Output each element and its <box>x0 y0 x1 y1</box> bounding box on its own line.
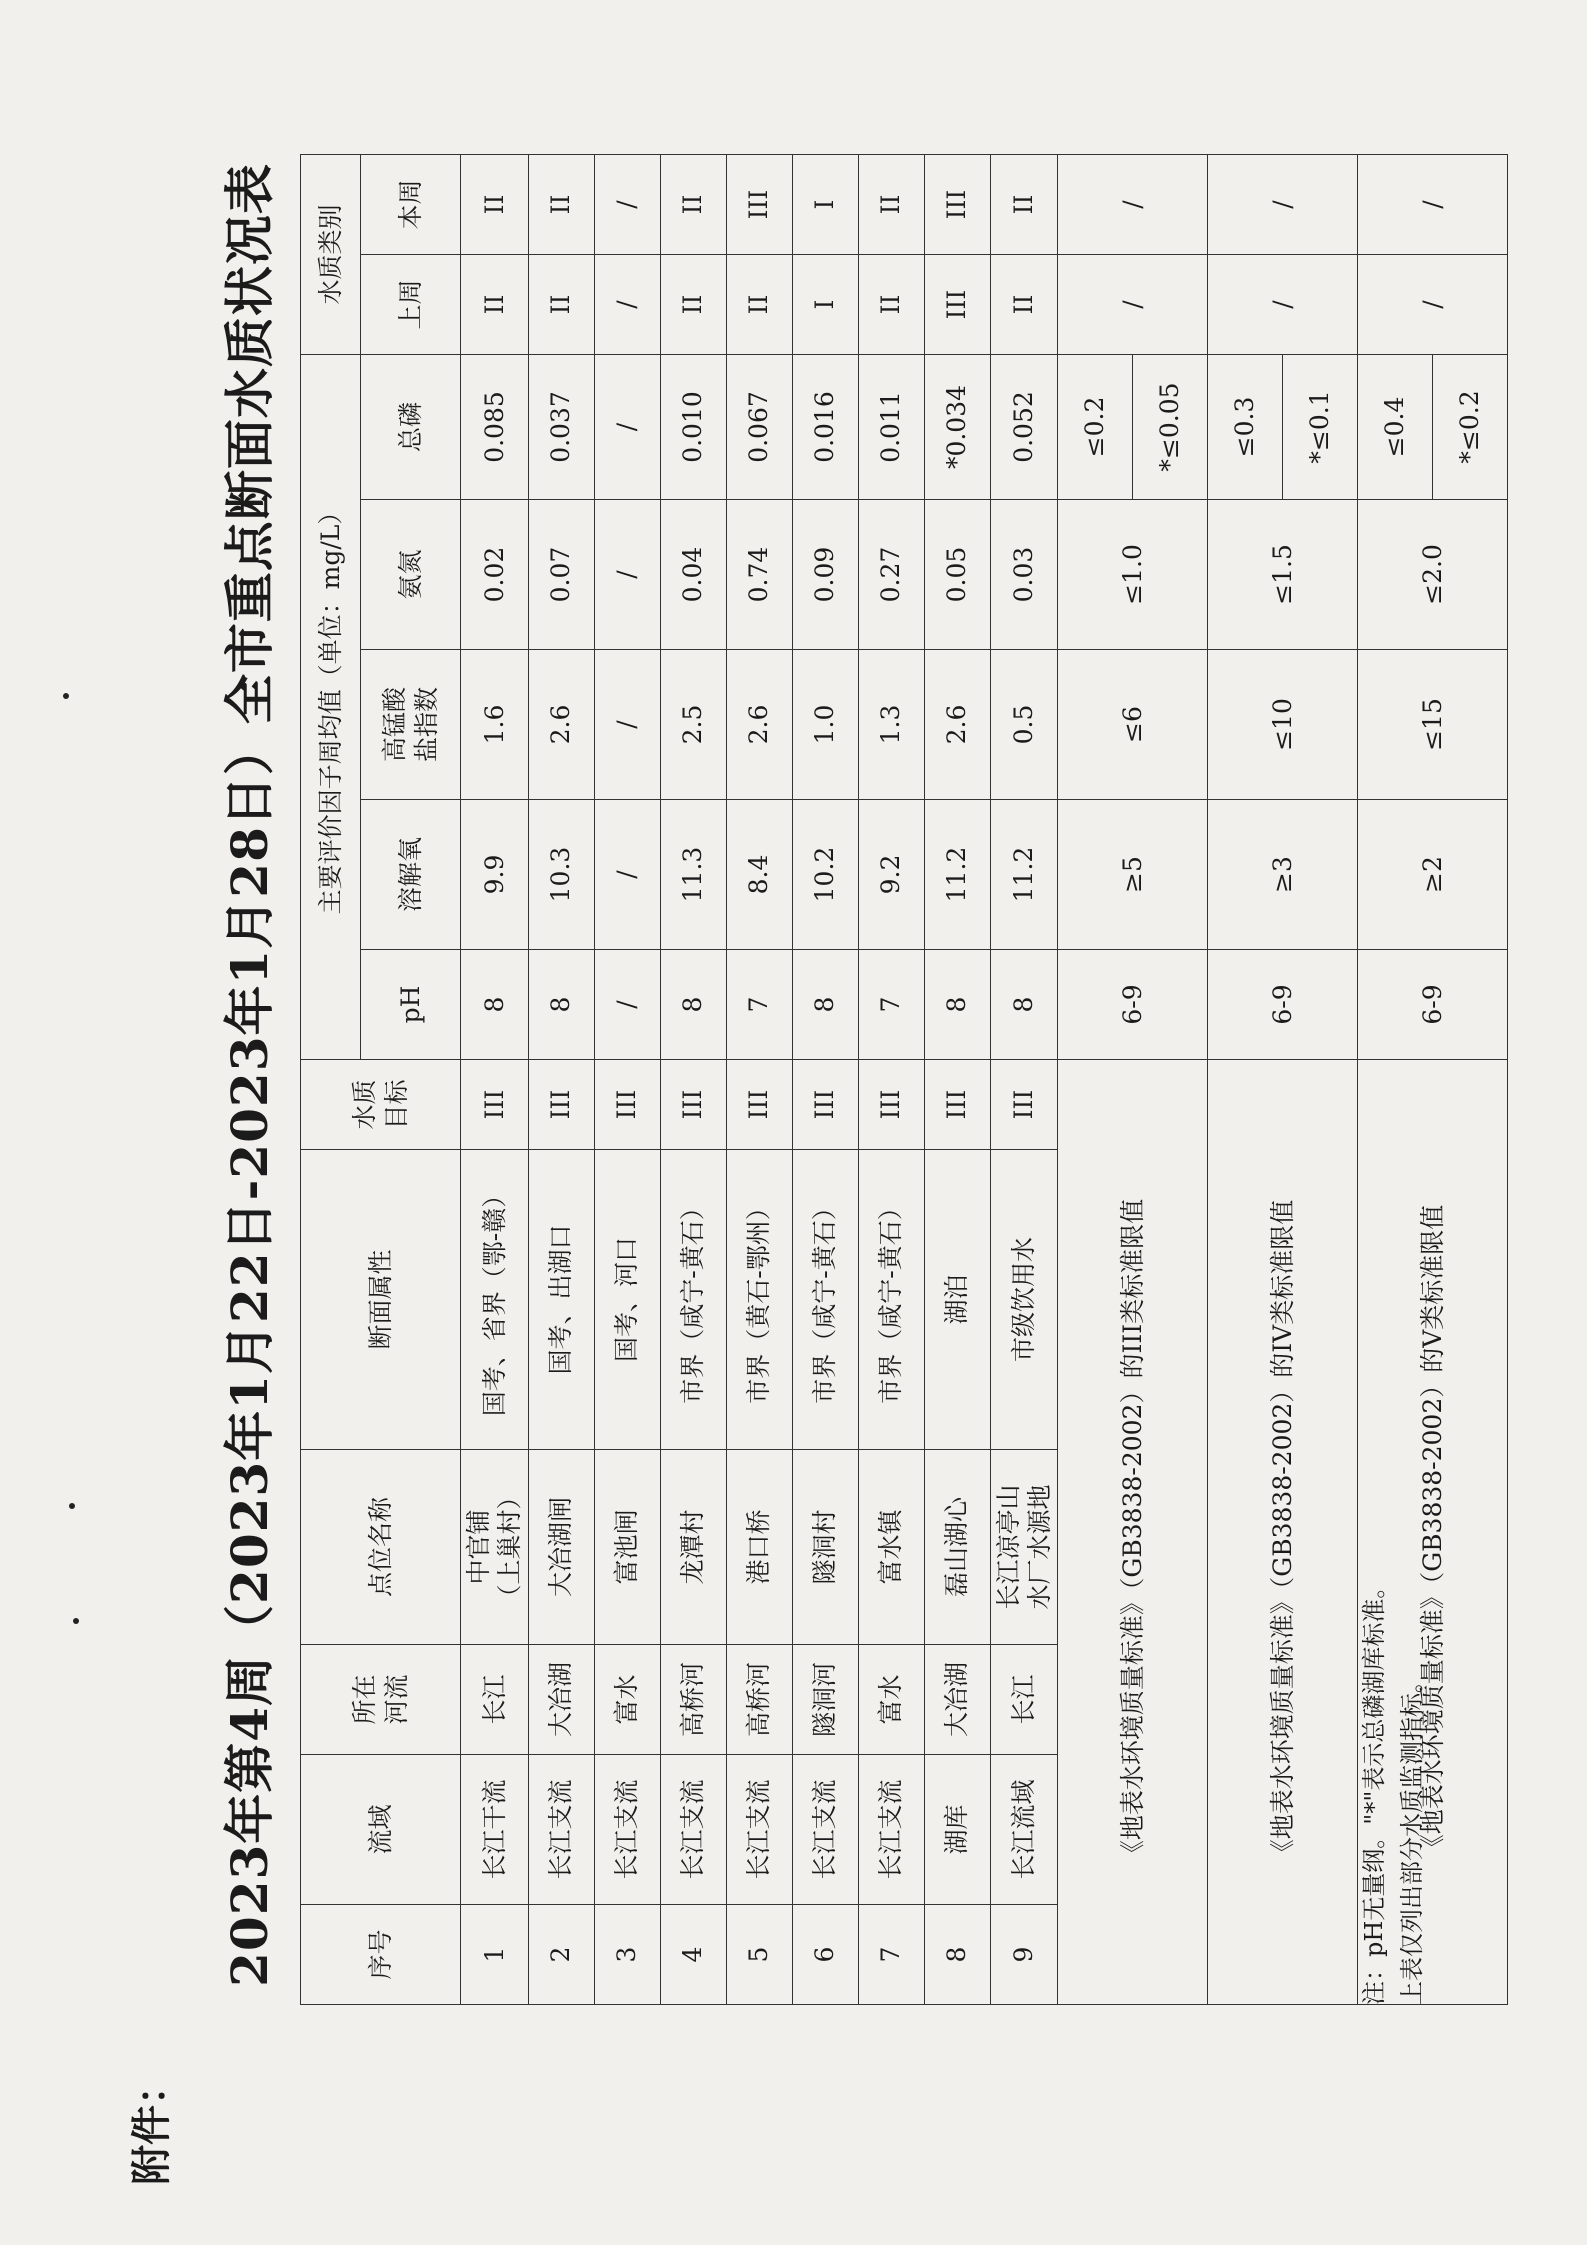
cell-river: 长江 <box>461 1645 529 1755</box>
cell-basin: 长江支流 <box>528 1755 594 1905</box>
table-body <box>461 155 1508 2005</box>
table-header <box>301 155 461 2005</box>
cell-river: 大冶湖 <box>528 1645 594 1755</box>
cell-target: III <box>594 1060 660 1150</box>
cell-basin: 长江支流 <box>792 1755 858 1905</box>
cell-attribute: 市界（咸宁-黄石） <box>858 1150 924 1450</box>
cell-this: III <box>924 155 990 255</box>
table-row <box>726 155 792 2005</box>
cell-last: III <box>924 255 990 355</box>
cell-seq: 5 <box>726 1905 792 2005</box>
cell-do: 10.3 <box>528 800 594 950</box>
cell-nh3n: / <box>594 500 660 650</box>
standard-nh3n: ≤2.0 <box>1358 500 1508 650</box>
cell-this: II <box>990 155 1058 255</box>
cell-ph: 8 <box>528 950 594 1060</box>
cell-tp: 0.011 <box>858 355 924 500</box>
standard-codmn: ≤15 <box>1358 650 1508 800</box>
cell-this: II <box>528 155 594 255</box>
table-row <box>858 155 924 2005</box>
cell-do: / <box>594 800 660 950</box>
cell-attribute: 国考、河口 <box>594 1150 660 1450</box>
table-row <box>594 155 660 2005</box>
standard-tp_lake: *≤0.05 <box>1133 355 1208 500</box>
cell-attribute: 国考、出湖口 <box>528 1150 594 1450</box>
cell-river: 隧洞河 <box>792 1645 858 1755</box>
header-nh3n: 氨氮 <box>361 500 461 650</box>
cell-ph: 7 <box>858 950 924 1060</box>
header-site: 点位名称 <box>301 1450 461 1645</box>
cell-attribute: 市界（咸宁-黄石） <box>660 1150 726 1450</box>
cell-ph: / <box>594 950 660 1060</box>
header-seq: 序号 <box>301 1905 461 2005</box>
cell-codmn: 2.5 <box>660 650 726 800</box>
standard-nh3n: ≤1.0 <box>1058 500 1208 650</box>
cell-seq: 3 <box>594 1905 660 2005</box>
cell-nh3n: 0.04 <box>660 500 726 650</box>
cell-tp: / <box>594 355 660 500</box>
cell-site: 磊山湖心 <box>924 1450 990 1645</box>
cell-target: III <box>660 1060 726 1150</box>
cell-attribute: 市界（黄石-鄂州） <box>726 1150 792 1450</box>
standard-row <box>1058 155 1133 2005</box>
cell-target: III <box>924 1060 990 1150</box>
standard-tp_lake: *≤0.2 <box>1433 355 1508 500</box>
standard-tp_lake: *≤0.1 <box>1283 355 1358 500</box>
cell-do: 10.2 <box>792 800 858 950</box>
cell-target: III <box>858 1060 924 1150</box>
cell-nh3n: 0.74 <box>726 500 792 650</box>
table-row <box>990 155 1058 2005</box>
cell-codmn: 1.6 <box>461 650 529 800</box>
cell-basin: 长江流域 <box>990 1755 1058 1905</box>
table-row <box>528 155 594 2005</box>
cell-ph: 8 <box>792 950 858 1060</box>
cell-target: III <box>528 1060 594 1150</box>
standard-ph: 6-9 <box>1058 950 1208 1060</box>
standard-this: / <box>1058 155 1208 255</box>
cell-this: / <box>594 155 660 255</box>
table-notes <box>1355 1575 1431 2005</box>
cell-tp: 0.010 <box>660 355 726 500</box>
cell-ph: 8 <box>461 950 529 1060</box>
cell-this: II <box>461 155 529 255</box>
cell-nh3n: 0.09 <box>792 500 858 650</box>
cell-codmn: 0.5 <box>990 650 1058 800</box>
cell-basin: 长江支流 <box>660 1755 726 1905</box>
header-factors-group: 主要评价因子周均值（单位：mg/L） <box>301 355 361 1060</box>
cell-tp: 0.016 <box>792 355 858 500</box>
cell-tp: 0.037 <box>528 355 594 500</box>
note-line: 上表仅列出部分水质监测指标。 <box>1398 1669 1426 2005</box>
cell-do: 9.9 <box>461 800 529 950</box>
cell-seq: 8 <box>924 1905 990 2005</box>
header-codmn: 高锰酸 盐指数 <box>361 650 461 800</box>
cell-codmn: 1.0 <box>792 650 858 800</box>
table-row <box>792 155 858 2005</box>
cell-site: 中官铺 （上巢村） <box>461 1450 529 1645</box>
table-row <box>461 155 529 2005</box>
cell-target: III <box>990 1060 1058 1150</box>
cell-seq: 9 <box>990 1905 1058 2005</box>
cell-nh3n: 0.07 <box>528 500 594 650</box>
cell-do: 9.2 <box>858 800 924 950</box>
cell-site: 港口桥 <box>726 1450 792 1645</box>
cell-codmn: 1.3 <box>858 650 924 800</box>
standard-label: 《地表水环境质量标准》（GB3838-2002）的V类标准限值 <box>1358 1060 1508 2005</box>
standard-tp: ≤0.4 <box>1358 355 1433 500</box>
cell-river: 长江 <box>990 1645 1058 1755</box>
cell-basin: 长江支流 <box>726 1755 792 1905</box>
cell-site: 大冶湖闸 <box>528 1450 594 1645</box>
cell-nh3n: 0.05 <box>924 500 990 650</box>
cell-basin: 湖库 <box>924 1755 990 1905</box>
cell-last: / <box>594 255 660 355</box>
cell-seq: 4 <box>660 1905 726 2005</box>
standard-ph: 6-9 <box>1208 950 1358 1060</box>
cell-target: III <box>461 1060 529 1150</box>
standard-ph: 6-9 <box>1358 950 1508 1060</box>
standard-last: / <box>1358 255 1508 355</box>
cell-site: 隧洞村 <box>792 1450 858 1645</box>
cell-last: II <box>660 255 726 355</box>
standard-do: ≥2 <box>1358 800 1508 950</box>
cell-this: I <box>792 155 858 255</box>
header-basin: 流域 <box>301 1755 461 1905</box>
cell-last: II <box>990 255 1058 355</box>
cell-last: II <box>528 255 594 355</box>
cell-attribute: 市级饮用水 <box>990 1150 1058 1450</box>
cell-site: 长江凉亭山 水厂水源地 <box>990 1450 1058 1645</box>
note-line: 注：pH无量纲。"*"表示总磷湖库标准。 <box>1360 1574 1388 2005</box>
table-row <box>924 155 990 2005</box>
cell-last: II <box>726 255 792 355</box>
cell-ph: 8 <box>924 950 990 1060</box>
cell-codmn: 2.6 <box>924 650 990 800</box>
header-ph: pH <box>361 950 461 1060</box>
page-title: 2023年第4周（2023年1月22日-2023年1月28日）全市重点断面水质状况表 <box>220 163 279 1987</box>
standard-nh3n: ≤1.5 <box>1208 500 1358 650</box>
cell-seq: 6 <box>792 1905 858 2005</box>
cell-this: II <box>858 155 924 255</box>
cell-basin: 长江支流 <box>858 1755 924 1905</box>
standard-do: ≥5 <box>1058 800 1208 950</box>
header-this-week: 本周 <box>361 155 461 255</box>
cell-basin: 长江支流 <box>594 1755 660 1905</box>
cell-nh3n: 0.02 <box>461 500 529 650</box>
cell-ph: 8 <box>660 950 726 1060</box>
cell-tp: 0.052 <box>990 355 1058 500</box>
header-attribute: 断面属性 <box>301 1150 461 1450</box>
cell-codmn: 2.6 <box>726 650 792 800</box>
cell-this: II <box>660 155 726 255</box>
standard-tp: ≤0.3 <box>1208 355 1283 500</box>
standard-label: 《地表水环境质量标准》（GB3838-2002）的IV类标准限值 <box>1208 1060 1358 2005</box>
cell-target: III <box>792 1060 858 1150</box>
header-tp: 总磷 <box>361 355 461 500</box>
standard-do: ≥3 <box>1208 800 1358 950</box>
cell-basin: 长江干流 <box>461 1755 529 1905</box>
cell-site: 富池闸 <box>594 1450 660 1645</box>
cell-site: 富水镇 <box>858 1450 924 1645</box>
standard-codmn: ≤10 <box>1208 650 1358 800</box>
header-category-group: 水质类别 <box>301 155 361 355</box>
cell-tp: 0.085 <box>461 355 529 500</box>
standard-last: / <box>1208 255 1358 355</box>
cell-tp: 0.067 <box>726 355 792 500</box>
cell-attribute: 国考、省界（鄂-赣） <box>461 1150 529 1450</box>
cell-codmn: / <box>594 650 660 800</box>
header-do: 溶解氧 <box>361 800 461 950</box>
cell-codmn: 2.6 <box>528 650 594 800</box>
cell-ph: 7 <box>726 950 792 1060</box>
standard-this: / <box>1358 155 1508 255</box>
header-target: 水质 目标 <box>301 1060 461 1150</box>
cell-ph: 8 <box>990 950 1058 1060</box>
cell-site: 龙潭村 <box>660 1450 726 1645</box>
cell-nh3n: 0.27 <box>858 500 924 650</box>
cell-seq: 1 <box>461 1905 529 2005</box>
cell-attribute: 市界（咸宁-黄石） <box>792 1150 858 1450</box>
cell-river: 高桥河 <box>726 1645 792 1755</box>
standard-last: / <box>1058 255 1208 355</box>
table-row <box>660 155 726 2005</box>
cell-do: 11.3 <box>660 800 726 950</box>
cell-river: 富水 <box>594 1645 660 1755</box>
cell-seq: 2 <box>528 1905 594 2005</box>
cell-attribute: 湖泊 <box>924 1150 990 1450</box>
cell-target: III <box>726 1060 792 1150</box>
attachment-label: 附件： <box>129 2065 175 2185</box>
cell-tp: *0.034 <box>924 355 990 500</box>
cell-seq: 7 <box>858 1905 924 2005</box>
standard-label: 《地表水环境质量标准》（GB3838-2002）的III类标准限值 <box>1058 1060 1208 2005</box>
standard-tp: ≤0.2 <box>1058 355 1133 500</box>
cell-this: III <box>726 155 792 255</box>
standard-codmn: ≤6 <box>1058 650 1208 800</box>
cell-last: II <box>461 255 529 355</box>
cell-do: 8.4 <box>726 800 792 950</box>
header-last-week: 上周 <box>361 255 461 355</box>
cell-river: 高桥河 <box>660 1645 726 1755</box>
header-river: 所在 河流 <box>301 1645 461 1755</box>
cell-do: 11.2 <box>990 800 1058 950</box>
cell-river: 富水 <box>858 1645 924 1755</box>
water-quality-table <box>300 154 1508 2005</box>
standard-this: / <box>1208 155 1358 255</box>
cell-last: II <box>858 255 924 355</box>
cell-last: I <box>792 255 858 355</box>
cell-do: 11.2 <box>924 800 990 950</box>
cell-nh3n: 0.03 <box>990 500 1058 650</box>
cell-river: 大冶湖 <box>924 1645 990 1755</box>
standard-row <box>1208 155 1283 2005</box>
